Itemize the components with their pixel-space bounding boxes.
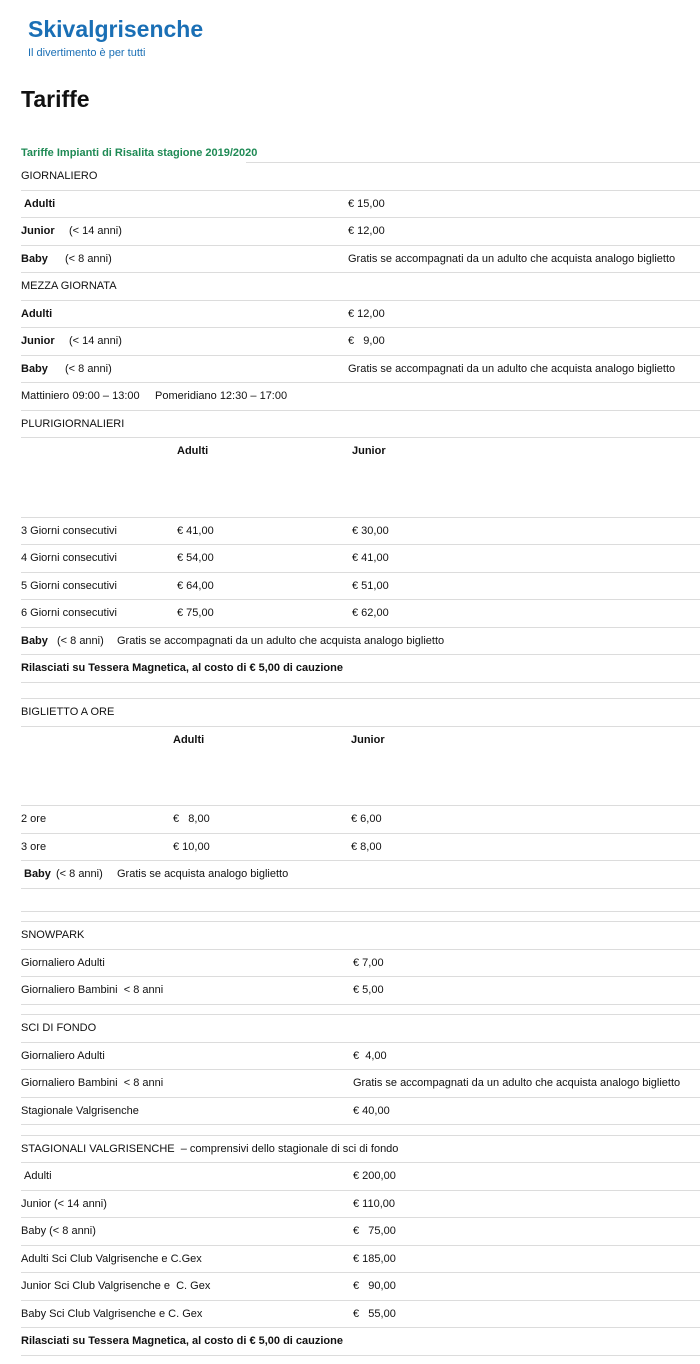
daily-junior-price: € 12,00 — [348, 225, 385, 237]
half-day-adult-price: € 12,00 — [348, 308, 385, 320]
row-divider — [21, 1327, 700, 1328]
row-divider — [21, 1004, 700, 1005]
cross-country-row-label: Giornaliero Bambini < 8 anni — [21, 1077, 164, 1089]
multi-day-row-adult: € 41,00 — [177, 525, 214, 537]
row-divider — [21, 1135, 700, 1136]
half-day-afternoon: Pomeridiano 12:30 – 17:00 — [155, 390, 288, 402]
seasonal-row-label: Adulti Sci Club Valgrisenche e C.Gex — [21, 1253, 202, 1265]
row-divider — [21, 1355, 700, 1356]
seasonal-row-price: € 75,00 — [353, 1225, 396, 1237]
seasonal-footer: Rilasciati su Tessera Magnetica, al costo di € 5,00 di cauzione — [21, 1335, 343, 1347]
daily-junior-label: Junior — [21, 225, 55, 237]
row-divider — [21, 245, 700, 246]
row-divider — [21, 572, 700, 573]
multi-day-row-adult: € 54,00 — [177, 552, 214, 564]
multi-day-col-adult: Adulti — [177, 445, 209, 457]
seasonal-row-label: Junior (< 14 anni) — [21, 1198, 107, 1210]
row-divider — [21, 599, 700, 600]
daily-adult-price: € 15,00 — [348, 198, 385, 210]
row-divider — [21, 272, 700, 273]
section-heading-snowpark: SNOWPARK — [21, 929, 85, 941]
seasonal-row-label: Adulti — [24, 1170, 52, 1182]
row-divider — [21, 921, 700, 922]
hourly-row-junior: € 8,00 — [351, 841, 382, 853]
daily-junior-note: (< 14 anni) — [69, 225, 122, 237]
multi-day-row-label: 3 Giorni consecutivi — [21, 525, 117, 537]
section-heading-hourly: BIGLIETTO A ORE — [21, 706, 115, 718]
row-divider — [21, 544, 700, 545]
row-divider — [21, 382, 700, 383]
section-heading-daily: GIORNALIERO — [21, 170, 98, 182]
hourly-row-junior: € 6,00 — [351, 813, 382, 825]
row-divider — [21, 726, 700, 727]
row-divider — [21, 888, 700, 889]
row-divider — [21, 860, 700, 861]
row-divider — [21, 1272, 700, 1273]
seasonal-row-price: € 55,00 — [353, 1308, 396, 1320]
row-divider — [21, 654, 700, 655]
hourly-row-label: 3 ore — [21, 841, 47, 853]
row-divider — [21, 190, 700, 191]
section-heading-multi-day: PLURIGIORNALIERI — [21, 418, 125, 430]
site-title[interactable]: Skivalgrisenche — [28, 16, 204, 42]
seasonal-row-label: Baby (< 8 anni) — [21, 1225, 96, 1237]
half-day-morning: Mattiniero 09:00 – 13:00 — [21, 390, 140, 402]
row-divider — [21, 1217, 700, 1218]
row-divider — [21, 517, 700, 518]
multi-day-row-junior: € 62,00 — [352, 607, 389, 619]
seasonal-row-price: € 90,00 — [353, 1280, 396, 1292]
hourly-row-adult: € 8,00 — [173, 813, 210, 825]
page-title: Tariffe — [21, 86, 90, 112]
cross-country-row-label: Giornaliero Adulti — [21, 1050, 105, 1062]
site-tagline: Il divertimento è per tutti — [28, 47, 146, 59]
seasonal-row-price: € 110,00 — [353, 1198, 396, 1210]
hourly-baby-text: Gratis se acquista analogo biglietto — [117, 868, 289, 880]
multi-day-col-junior: Junior — [352, 445, 386, 457]
multi-day-row-junior: € 41,00 — [352, 552, 389, 564]
cross-country-row-price: Gratis se accompagnati da un adulto che acquista analogo biglietto — [353, 1077, 681, 1089]
seasonal-row-price: € 200,00 — [353, 1170, 396, 1182]
half-day-baby-note: (< 8 anni) — [65, 363, 112, 375]
row-divider — [21, 949, 700, 950]
row-divider — [21, 217, 700, 218]
section-heading-seasonal: STAGIONALI VALGRISENCHE – comprensivi dello stagionale di sci di fondo — [21, 1143, 399, 1155]
row-divider — [21, 698, 700, 699]
row-divider — [21, 682, 700, 683]
row-divider — [21, 437, 700, 438]
season-title: Tariffe Impianti di Risalita stagione 2019/2020 — [21, 147, 258, 159]
row-divider — [21, 327, 700, 328]
row-divider — [21, 1300, 700, 1301]
row-divider — [21, 1042, 700, 1043]
half-day-adult-label: Adulti — [21, 308, 53, 320]
seasonal-row-label: Junior Sci Club Valgrisenche e C. Gex — [21, 1280, 211, 1292]
section-heading-half-day: MEZZA GIORNATA — [21, 280, 117, 292]
seasonal-row-price: € 185,00 — [353, 1253, 396, 1265]
section-heading-cross-country: SCI DI FONDO — [21, 1022, 97, 1034]
row-divider — [21, 1190, 700, 1191]
multi-day-row-label: 6 Giorni consecutivi — [21, 607, 117, 619]
multi-day-row-junior: € 51,00 — [352, 580, 389, 592]
row-divider — [21, 911, 700, 912]
hourly-baby-note: (< 8 anni) — [56, 868, 103, 880]
multi-day-baby-note: (< 8 anni) — [57, 635, 104, 647]
multi-day-footer: Rilasciati su Tessera Magnetica, al costo di € 5,00 di cauzione — [21, 662, 343, 674]
row-divider — [21, 1014, 700, 1015]
daily-baby-note: (< 8 anni) — [65, 253, 112, 265]
half-day-junior-price: € 9,00 — [348, 335, 385, 347]
daily-adult-label: Adulti — [24, 198, 56, 210]
row-divider — [21, 833, 700, 834]
half-day-junior-label: Junior — [21, 335, 55, 347]
half-day-baby-label: Baby — [21, 363, 48, 375]
row-divider — [21, 627, 700, 628]
snowpark-row-price: € 7,00 — [353, 957, 384, 969]
row-divider — [21, 410, 700, 411]
daily-baby-label: Baby — [21, 253, 48, 265]
row-divider — [21, 1124, 700, 1125]
cross-country-row-label: Stagionale Valgrisenche — [21, 1105, 139, 1117]
snowpark-row-label: Giornaliero Adulti — [21, 957, 105, 969]
row-divider — [21, 1245, 700, 1246]
multi-day-baby-label: Baby — [21, 635, 48, 647]
half-day-baby-price: Gratis se accompagnati da un adulto che acquista analogo biglietto — [348, 363, 676, 375]
seasonal-row-label: Baby Sci Club Valgrisenche e C. Gex — [21, 1308, 203, 1320]
row-divider — [21, 355, 700, 356]
hourly-row-adult: € 10,00 — [173, 841, 210, 853]
hourly-baby-label: Baby — [24, 868, 51, 880]
cross-country-row-price: € 4,00 — [353, 1050, 387, 1062]
multi-day-baby-text: Gratis se accompagnati da un adulto che acquista analogo biglietto — [117, 635, 445, 647]
multi-day-row-label: 4 Giorni consecutivi — [21, 552, 117, 564]
cross-country-row-price: € 40,00 — [353, 1105, 390, 1117]
hourly-col-junior: Junior — [351, 734, 385, 746]
row-divider — [21, 1069, 700, 1070]
half-day-junior-note: (< 14 anni) — [69, 335, 122, 347]
daily-baby-price: Gratis se accompagnati da un adulto che acquista analogo biglietto — [348, 253, 676, 265]
row-divider — [246, 162, 700, 163]
row-divider — [21, 300, 700, 301]
row-divider — [21, 1162, 700, 1163]
multi-day-row-junior: € 30,00 — [352, 525, 389, 537]
snowpark-row-price: € 5,00 — [353, 984, 384, 996]
row-divider — [21, 1097, 700, 1098]
row-divider — [21, 976, 700, 977]
hourly-col-adult: Adulti — [173, 734, 205, 746]
multi-day-row-label: 5 Giorni consecutivi — [21, 580, 117, 592]
snowpark-row-label: Giornaliero Bambini < 8 anni — [21, 984, 164, 996]
hourly-row-label: 2 ore — [21, 813, 47, 825]
row-divider — [21, 805, 700, 806]
multi-day-row-adult: € 64,00 — [177, 580, 214, 592]
multi-day-row-adult: € 75,00 — [177, 607, 214, 619]
